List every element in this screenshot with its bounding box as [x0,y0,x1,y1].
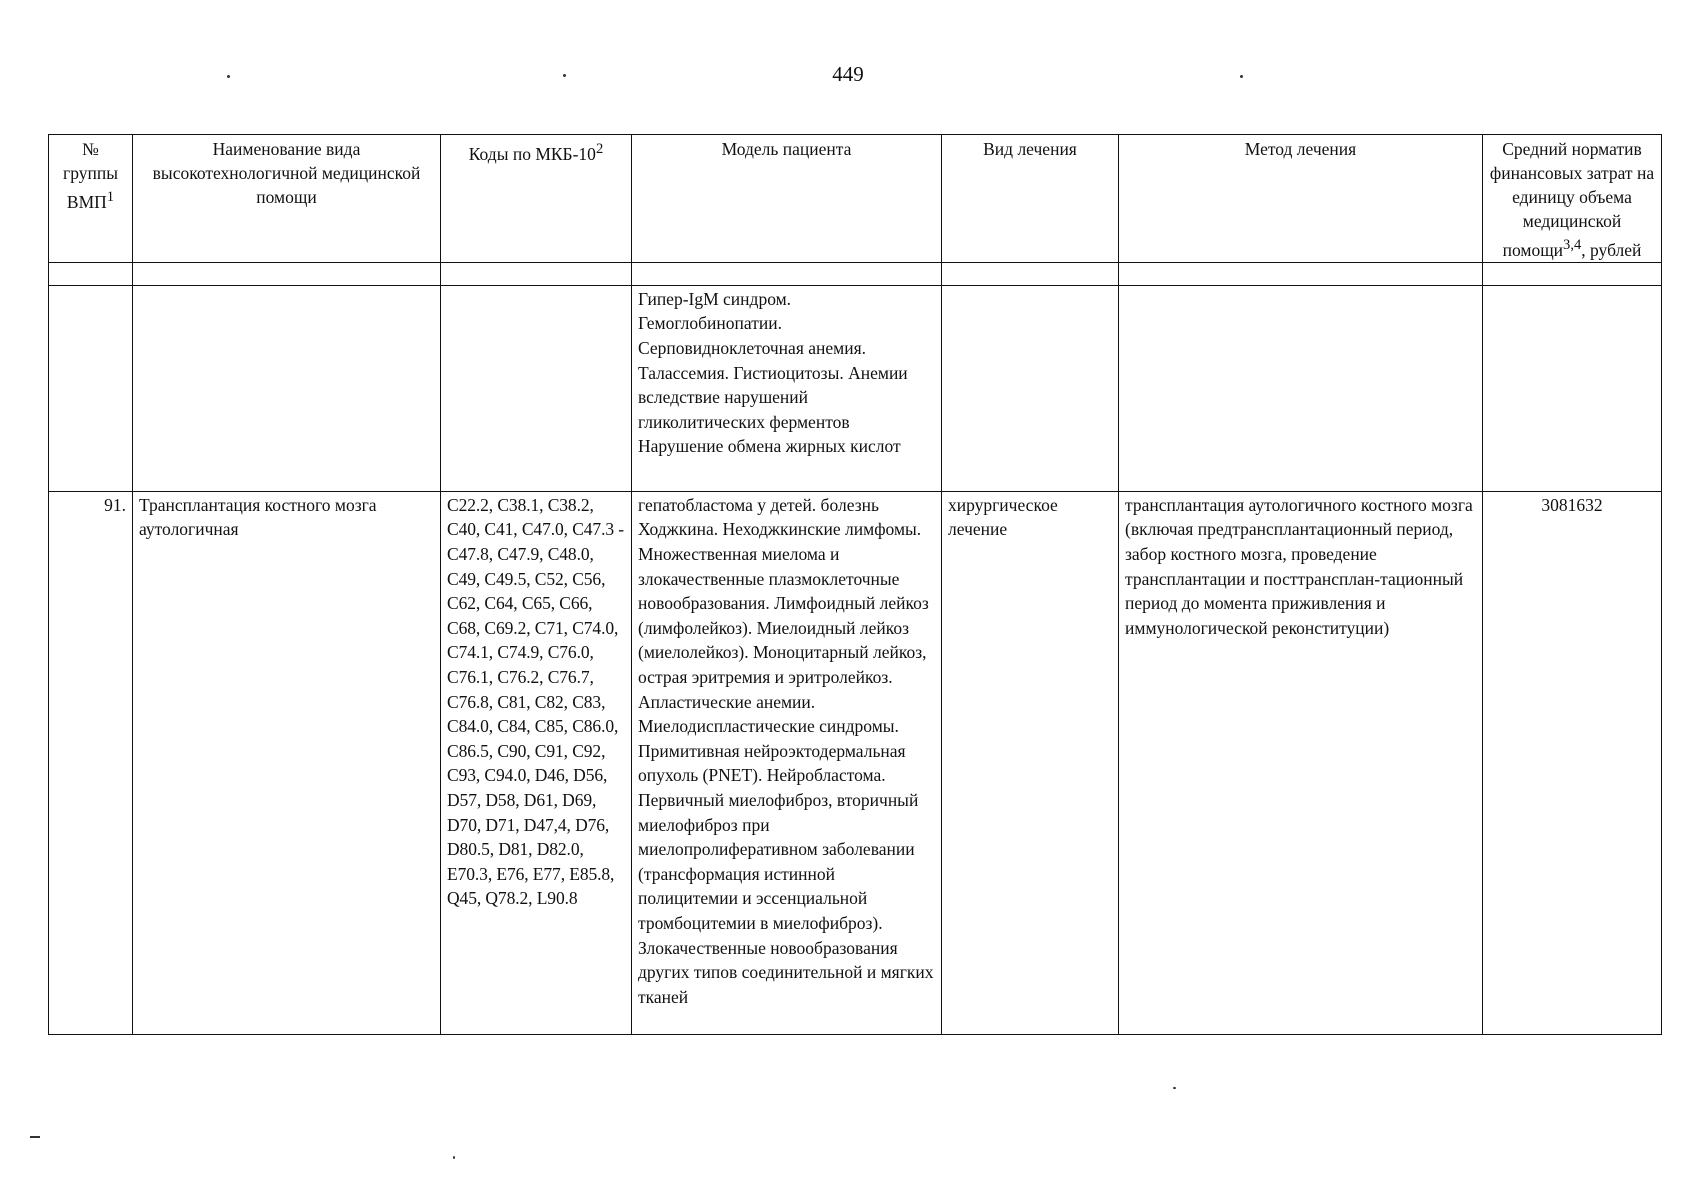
patient-model-cell: гепатобластома у детей. болезнь Ходжкина. Неходжкинские лимфомы. Множественная миелома и злокачественные плазмоклеточные новообразования. Лимфоидный лейкоз (лимфолейкоз). Миелоидный лейкоз (миелолейкоз). Моноцитарный лейкоз, острая эритремия и эритролейкоз. Апластические анемии. Миелодиспластические синдромы. Примитивная нейроэктодермальная опухоль (PNET). Нейробластома. Первичный миелофиброз, вторичный миелофиброз при миелопролиферативном заболевании (трансформация истинной полицитемии и эссенциальной тромбоцитемии в миелофиброз). Злокачественные новообразования других типов соединительной и мягких тканей [632,491,942,1034]
table-header-row [49,135,1662,263]
scan-speck [1240,75,1243,78]
header-treatment-type: Вид лечения [942,135,1119,263]
header-cost: Средний норматив финансовых затрат на единицу объема медицинской помощи$^{3,4}$, рублей [1483,135,1662,263]
header-treatment-method: Метод лечения [1119,135,1483,263]
group-number-cell: 91. [49,491,133,1034]
cost-cell: 3081632 [1483,491,1662,1034]
care-name-cell: Трансплантация костного мозга аутологичная [133,491,441,1034]
scan-speck [453,1156,455,1159]
icd-codes-cell: C22.2, C38.1, C38.2, C40, C41, C47.0, C47.3 - C47.8, C47.9, C48.0, C49, C49.5, C52, C56, C62, C64, C65, C66, C68, C69.2, C71, C74.0, C74.1, C74.9, C76.0, C76.1, C76.2, C76.7, C76.8, C81, C82, C83, C84.0, C84, C85, C86.0, C86.5, C90, C91, C92, C93, C94.0, D46, D56, D57, D58, D61, D69, D70, D71, D47,4, D76, D80.5, D81, D82.0, E70.3, E76, E77, E85.8, Q45, Q78.2, L90.8 [441,491,632,1034]
header-patient-model: Модель пациента [632,135,942,263]
treatment-method-cell: трансплантация аутологичного костного мозга (включая предтрансплантационный период, забор костного мозга, проведение трансплантации и посттрансплан-тационный период до момента приживления и иммунологической реконституции) [1119,491,1483,1034]
header-codes: Коды по МКБ-$10^2$ [441,135,632,263]
page-number: 449 [832,62,864,86]
header-name: Наименование вида высокотехнологичной медицинской помощи [133,135,441,263]
header-group-number: № группы ВМП$^1$ [49,135,133,263]
scan-speck [563,74,566,77]
table-spacer-row [49,262,1662,285]
treatment-type-cell: хирургическое лечение [942,491,1119,1034]
scan-speck [227,75,230,78]
patient-model-cell: Гипер-IgM синдром. Гемоглобинопатии. Серповидноклеточная анемия. Талассемия. Гистиоцитозы. Анемии вследствие нарушений гликолитических ферментов Нарушение обмена жирных кислот [632,285,942,491]
scan-speck [1173,1087,1176,1089]
vmp-table [48,134,1662,1035]
table-row [49,491,1662,1034]
scan-speck [30,1136,40,1138]
table-row [49,285,1662,491]
